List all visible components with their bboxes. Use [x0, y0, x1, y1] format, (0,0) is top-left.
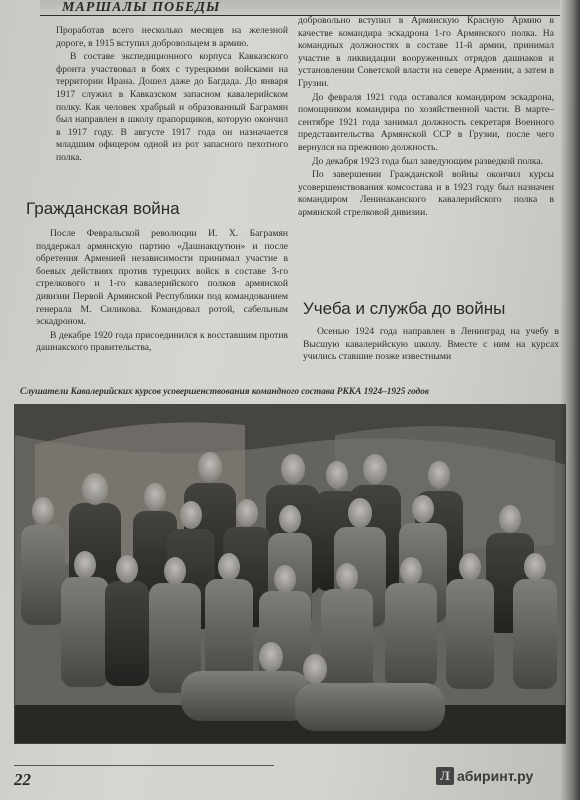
paragraph: Осенью 1924 года направлен в Ленинград на учебу в Высшую кавалерийскую школу. Вместе с ним на курсах учились ставшие позже известными: [303, 326, 559, 363]
group-photo-illustration: [15, 405, 566, 744]
right-column-top: [298, 15, 554, 221]
paragraph: В составе экспедиционного корпуса Кавказского фронта участвовал в боях с турецкими войсками на территории Ирана. Дошел даже до Багдада. До января 1917 служил в Кавказском запасном кавалерийском полку. Как человек храбрый и образованный Баграмян был направлен в школу прапорщиков, которую окончил в 1917 году. В августе 1917 года он назначается младшим офицером одной из рот запасного пехотного полка.: [56, 51, 288, 163]
right-column-study: [303, 326, 559, 365]
watermark-text: абиринт.ру: [457, 768, 534, 784]
footer-rule: [14, 765, 274, 766]
page-edge-shadow: [560, 0, 580, 800]
section-heading-civil-war: Гражданская война: [26, 199, 180, 218]
paragraph: Проработав всего несколько месяцев на железной дороге, в 1915 вступил добровольцем в армию.: [56, 25, 288, 49]
labirint-logo-icon: Л: [436, 767, 454, 785]
paragraph: После Февральской революции И. Х. Баграмян поддержал армянскую партию «Дашнакцутюн» и после обретения Арменией независимости принимал участие в боевых действиях против турецких войск в составе 3-го стрелкового и 1-го кавалерийского полков армянской дивизии Первой Армянской Республики под командованием генерала М. Силикова. Командовал ротой, сабельным эскадроном.: [36, 228, 288, 328]
running-header-title: МАРШАЛЫ ПОБЕДЫ: [62, 0, 221, 15]
left-column-civil-war: [36, 228, 288, 356]
page-number: 22: [14, 770, 31, 789]
paragraph: добровольно вступил в Армянскую Красную Армию в качестве командира эскадрона 1-го Армянского полка. На командных должностях в составе 11-й армии, принимал участие в ликвидации вооруженных отрядов дашнаков и установлении Советской власти на севере Армении, а затем в Грузии.: [298, 15, 554, 89]
photo-caption: Слушатели Кавалерийских курсов усовершенствования командного состава РККА 1924–1925 годов: [20, 387, 429, 397]
watermark: [436, 766, 533, 786]
paragraph: В декабре 1920 года присоединился к восставшим против дашнакского правительства,: [36, 329, 288, 354]
left-column-top: [56, 25, 288, 166]
group-photo: [14, 404, 566, 744]
paragraph: До февраля 1921 года оставался командиром эскадрона, помощником командира по хозяйственной части. В марте–сентябре 1921 года занимал должность секретаря Военного представительства Армянской ССР в Грузии, после чего вернулся на прежнюю должность.: [298, 91, 554, 153]
section-heading-study: Учеба и служба до войны: [303, 299, 506, 318]
paragraph: По завершении Гражданской войны окончил курсы усовершенствования комсостава и в 1923 году был назначен командиром Ленинаканского кавалерийского полка в армянской стрелковой дивизии.: [298, 169, 554, 218]
paragraph: До декабря 1923 года был заведующим разведкой полка.: [312, 155, 544, 167]
